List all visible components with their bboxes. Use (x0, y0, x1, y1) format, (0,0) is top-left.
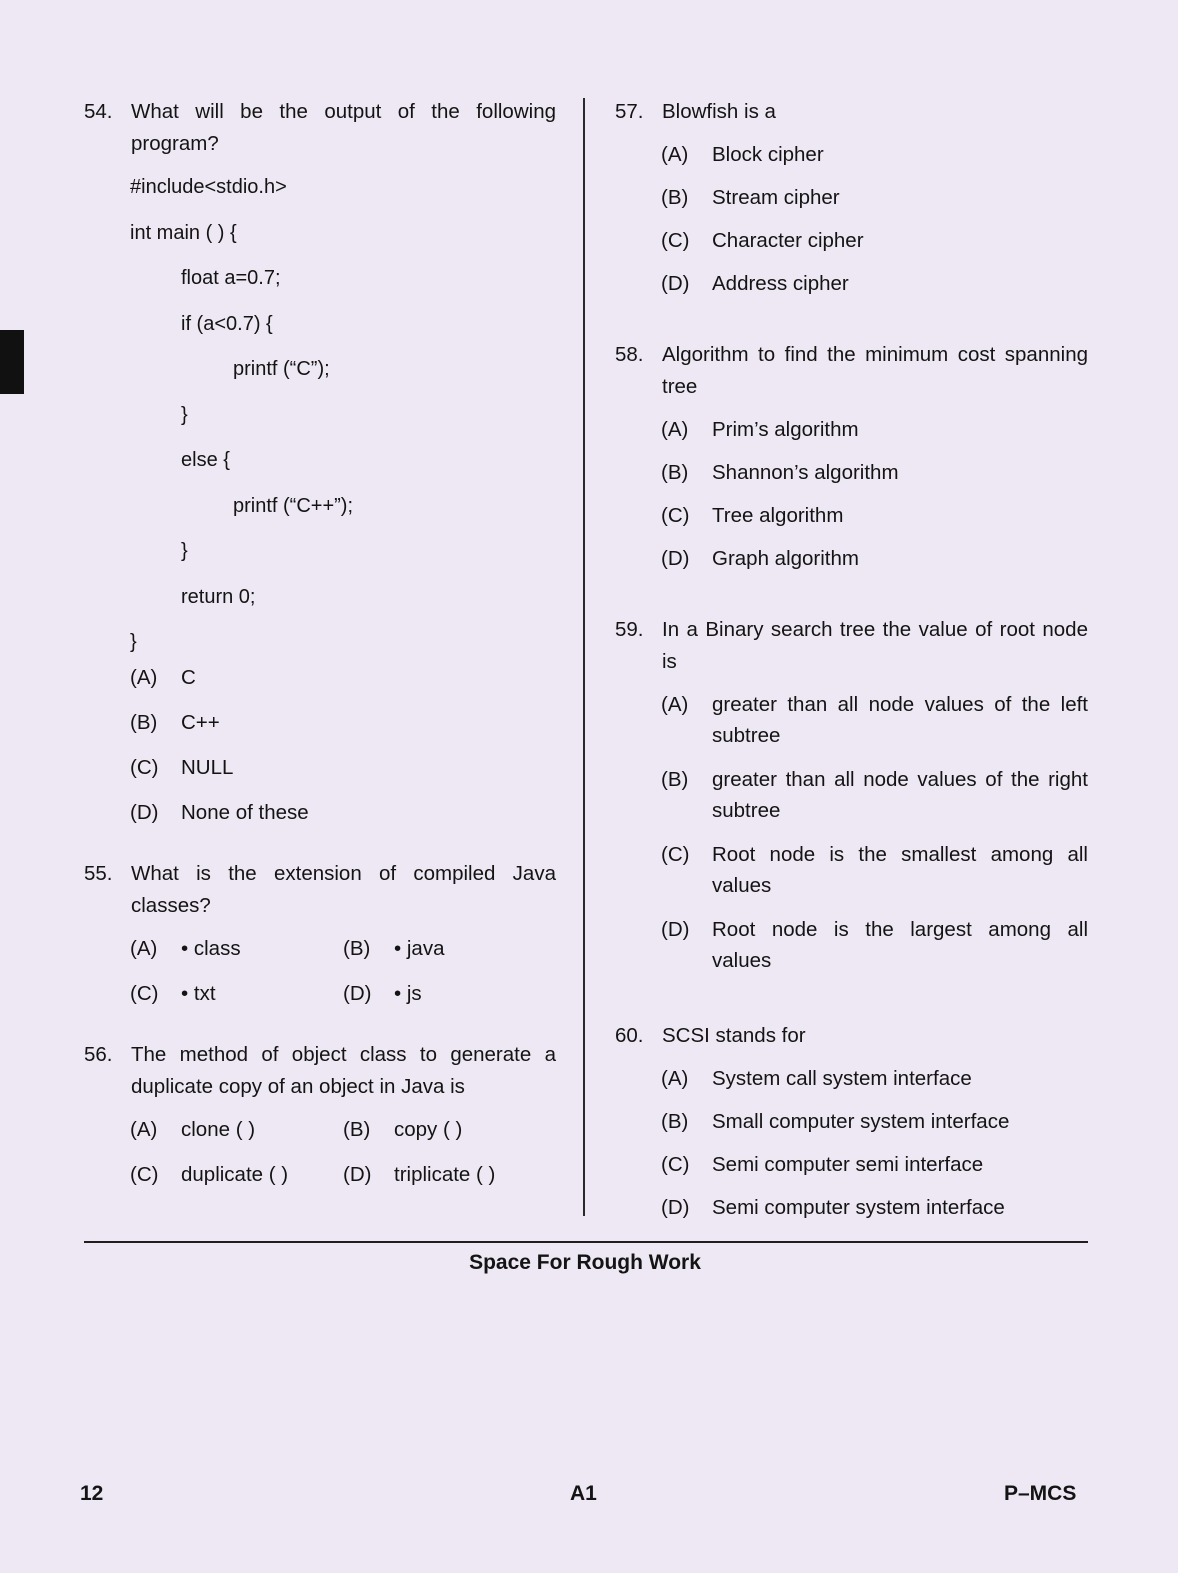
option-c (84, 752, 556, 783)
option-text: Root node is the largest among all values (712, 918, 1088, 972)
options-list (84, 1114, 556, 1190)
option-text: • java (394, 936, 445, 960)
option-text: Graph algorithm (712, 547, 859, 570)
option-text: Tree algorithm (712, 504, 844, 527)
option-b (84, 707, 556, 738)
option-text: NULL (181, 755, 234, 779)
question-60 (615, 1020, 1088, 1223)
question-text: What will be the output of the following program? (131, 100, 556, 155)
option-c (130, 1159, 343, 1190)
option-d (84, 797, 556, 828)
question-59 (615, 614, 1088, 976)
option-a (615, 1063, 1088, 1094)
option-b (615, 764, 1088, 826)
option-text: Address cipher (712, 272, 849, 295)
code-line: } (181, 540, 188, 562)
option-text: Semi computer semi interface (712, 1153, 984, 1176)
option-text: Small computer system interface (712, 1110, 1010, 1133)
option-c (615, 839, 1088, 901)
option-d (343, 1159, 556, 1190)
page-number: 12 (80, 1482, 104, 1505)
question-56 (84, 1039, 556, 1190)
question-text: In a Binary search tree the value of root node is (662, 618, 1088, 673)
option-label: (B) (343, 936, 371, 960)
option-text: • txt (181, 981, 216, 1005)
question-text: The method of object class to generate a duplicate copy of an object in Java is (131, 1042, 556, 1098)
option-label: (D) (661, 272, 690, 295)
question-number: 60. (615, 1024, 644, 1047)
code-line: } (130, 631, 137, 653)
option-d (615, 914, 1088, 976)
option-label: (C) (130, 981, 159, 1005)
rough-work-heading: Space For Rough Work (469, 1251, 701, 1274)
option-a (130, 933, 343, 964)
option-c (615, 225, 1088, 256)
option-text: C++ (181, 710, 220, 734)
question-55 (84, 858, 556, 1009)
option-c (615, 500, 1088, 531)
option-b (615, 457, 1088, 488)
question-text: Blowfish is a (662, 100, 776, 123)
series-code: A1 (570, 1482, 597, 1505)
option-d (615, 268, 1088, 299)
options-list (84, 662, 556, 828)
option-label: (A) (661, 143, 689, 166)
options-list (615, 1063, 1088, 1223)
code-line: printf (“C”); (233, 358, 330, 380)
question-54 (84, 96, 556, 828)
option-d (615, 543, 1088, 574)
question-number: 57. (615, 100, 644, 123)
code-line: #include<stdio.h> (130, 176, 287, 198)
option-text: Stream cipher (712, 186, 840, 209)
option-label: (C) (130, 755, 159, 779)
option-b (343, 1114, 556, 1145)
question-number: 56. (84, 1042, 113, 1066)
option-label: (A) (130, 1117, 158, 1141)
option-c (130, 978, 343, 1009)
option-label: (C) (661, 504, 690, 527)
option-text: • js (394, 981, 422, 1005)
question-text: SCSI stands for (662, 1024, 806, 1047)
option-text: Prim’s algorithm (712, 418, 859, 441)
code-line: } (181, 403, 188, 426)
option-text: System call system interface (712, 1067, 972, 1090)
code-line: return 0; (181, 585, 256, 608)
question-number: 58. (615, 343, 644, 366)
option-label: (A) (661, 418, 689, 441)
horizontal-rule (84, 1241, 1088, 1243)
option-text: greater than all node values of the left subtree (712, 693, 1088, 747)
option-a (615, 689, 1088, 751)
option-b (615, 1106, 1088, 1137)
left-column (84, 96, 556, 1190)
code-line: else { (181, 449, 230, 471)
option-label: (B) (343, 1117, 371, 1141)
option-label: (A) (130, 936, 158, 960)
option-label: (C) (130, 1162, 159, 1186)
code-line: int main ( ) { (130, 221, 237, 244)
option-label: (A) (661, 1067, 689, 1090)
option-text: None of these (181, 800, 309, 824)
options-list (615, 689, 1088, 976)
option-text: Semi computer system interface (712, 1196, 1005, 1219)
option-label: (B) (661, 1110, 689, 1133)
option-text: copy ( ) (394, 1117, 463, 1141)
option-a (615, 139, 1088, 170)
option-text: Character cipher (712, 229, 864, 252)
option-text: clone ( ) (181, 1117, 256, 1141)
option-text: C (181, 665, 196, 689)
paper-code: P–MCS (1004, 1482, 1077, 1505)
option-label: (D) (661, 1196, 690, 1219)
options-list (84, 933, 556, 1009)
code-line: printf (“C++”); (233, 494, 354, 517)
option-label: (B) (130, 710, 158, 734)
option-label: (C) (661, 843, 690, 866)
option-b (615, 182, 1088, 213)
option-label: (D) (661, 918, 690, 941)
question-text: What is the extension of compiled Java classes? (131, 861, 556, 917)
option-text: Root node is the smallest among all values (712, 843, 1088, 897)
options-list (615, 139, 1088, 299)
option-label: (D) (130, 800, 159, 824)
option-text: • class (181, 936, 241, 960)
option-d (615, 1192, 1088, 1223)
option-a (615, 414, 1088, 445)
option-label: (C) (661, 229, 690, 252)
option-label: (D) (343, 1162, 372, 1186)
option-c (615, 1149, 1088, 1180)
code-block (84, 173, 556, 674)
option-text: Block cipher (712, 143, 824, 166)
option-label: (B) (661, 461, 689, 484)
option-label: (B) (661, 186, 689, 209)
question-number: 54. (84, 100, 113, 123)
option-text: Shannon’s algorithm (712, 461, 899, 484)
option-label: (A) (661, 693, 689, 716)
code-line: if (a<0.7) { (181, 312, 273, 335)
right-column (615, 96, 1088, 1223)
question-number: 55. (84, 861, 113, 885)
question-text: Algorithm to find the minimum cost spanning tree (662, 343, 1088, 398)
code-line: float a=0.7; (181, 267, 281, 289)
question-number: 59. (615, 618, 644, 641)
question-57 (615, 96, 1088, 299)
option-text: triplicate ( ) (394, 1162, 496, 1186)
option-label: (D) (661, 547, 690, 570)
option-label: (C) (661, 1153, 690, 1176)
edge-tab-mark (0, 330, 24, 394)
option-b (343, 933, 556, 964)
question-58 (615, 339, 1088, 574)
option-text: duplicate ( ) (181, 1162, 289, 1186)
option-label: (A) (130, 665, 158, 689)
column-divider (583, 98, 585, 1216)
option-a (84, 662, 556, 693)
option-d (343, 978, 556, 1009)
options-list (615, 414, 1088, 574)
option-text: greater than all node values of the right subtree (712, 768, 1088, 822)
option-label: (B) (661, 768, 689, 791)
option-a (130, 1114, 343, 1145)
option-label: (D) (343, 981, 372, 1005)
